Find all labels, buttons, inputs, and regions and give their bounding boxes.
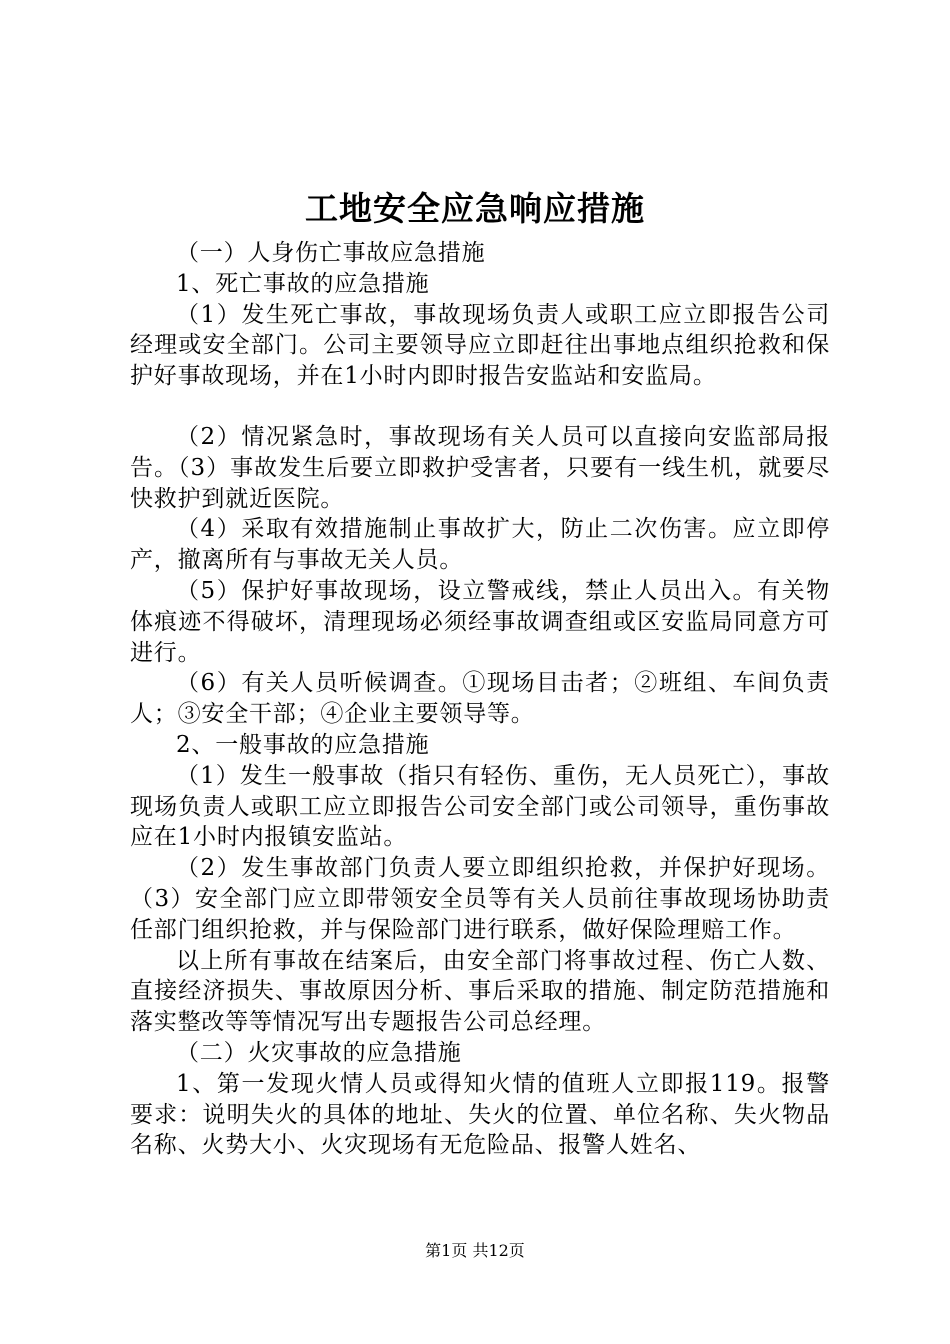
paragraph-general-1: （1）发生一般事故（指只有轻伤、重伤，无人员死亡），事故现场负责人或职工应立即报告公司安全部门或公司领导，重伤事故应在1小时内报镇安监站。: [130, 762, 830, 851]
section-heading-fire-accident: （二）火灾事故的应急措施: [176, 1039, 462, 1066]
paragraph-fatal-6: （6）有关人员听候调查。①现场目击者；②班组、车间负责人；③安全干部；④企业主要领导等。: [130, 670, 830, 728]
paragraph-general-2-3: （2）发生事故部门负责人要立即组织抢救，并保护好现场。（3）安全部门应立即带领安全员等有关人员前往事故现场协助责任部门组织抢救，并与保险部门进行联系，做好保险理赔工作。: [130, 855, 830, 943]
document-body: [130, 238, 830, 1161]
subsection-heading-general-accident: 2、一般事故的应急措施: [176, 731, 430, 758]
paragraph-fatal-2-3: （2）情况紧急时，事故现场有关人员可以直接向安监部局报告。（3）事故发生后要立即救护受害者，只要有一线生机，就要尽快救护到就近医院。: [130, 423, 830, 512]
subsection-heading-fatal-accident: 1、死亡事故的应急措施: [176, 270, 430, 297]
paragraph-fatal-5: （5）保护好事故现场，设立警戒线，禁止人员出入。有关物体痕迹不得破坏，清理现场必须经事故调查组或区安监局同意方可进行。: [130, 577, 830, 666]
page-number-footer: 第1页 共12页: [425, 1241, 525, 1260]
paragraph-report-summary: 以上所有事故在结案后，由安全部门将事故过程、伤亡人数、直接经济损失、事故原因分析、事后采取的措施、制定防范措施和落实整改等等情况写出专题报告公司总经理。: [130, 947, 830, 1036]
section-heading-personal-injury: （一）人身伤亡事故应急措施: [176, 240, 486, 266]
paragraph-fatal-1: （1）发生死亡事故，事故现场负责人或职工应立即报告公司经理或安全部门。公司主要领导应立即赶往出事地点组织抢救和保护好事故现场，并在1小时内即时报告安监站和安监局。: [130, 301, 830, 390]
document-title: 工地安全应急响应措施: [305, 189, 645, 228]
paragraph-gap: [130, 392, 830, 422]
paragraph-fatal-4: （4）采取有效措施制止事故扩大，防止二次伤害。应立即停产，撤离所有与事故无关人员。: [130, 516, 830, 574]
paragraph-fire-1: 1、第一发现火情人员或得知火情的值班人立即报119。报警要求：说明失火的具体的地址、失火的位置、单位名称、失火物品名称、火势大小、火灾现场有无危险品、报警人姓名、: [130, 1070, 830, 1159]
